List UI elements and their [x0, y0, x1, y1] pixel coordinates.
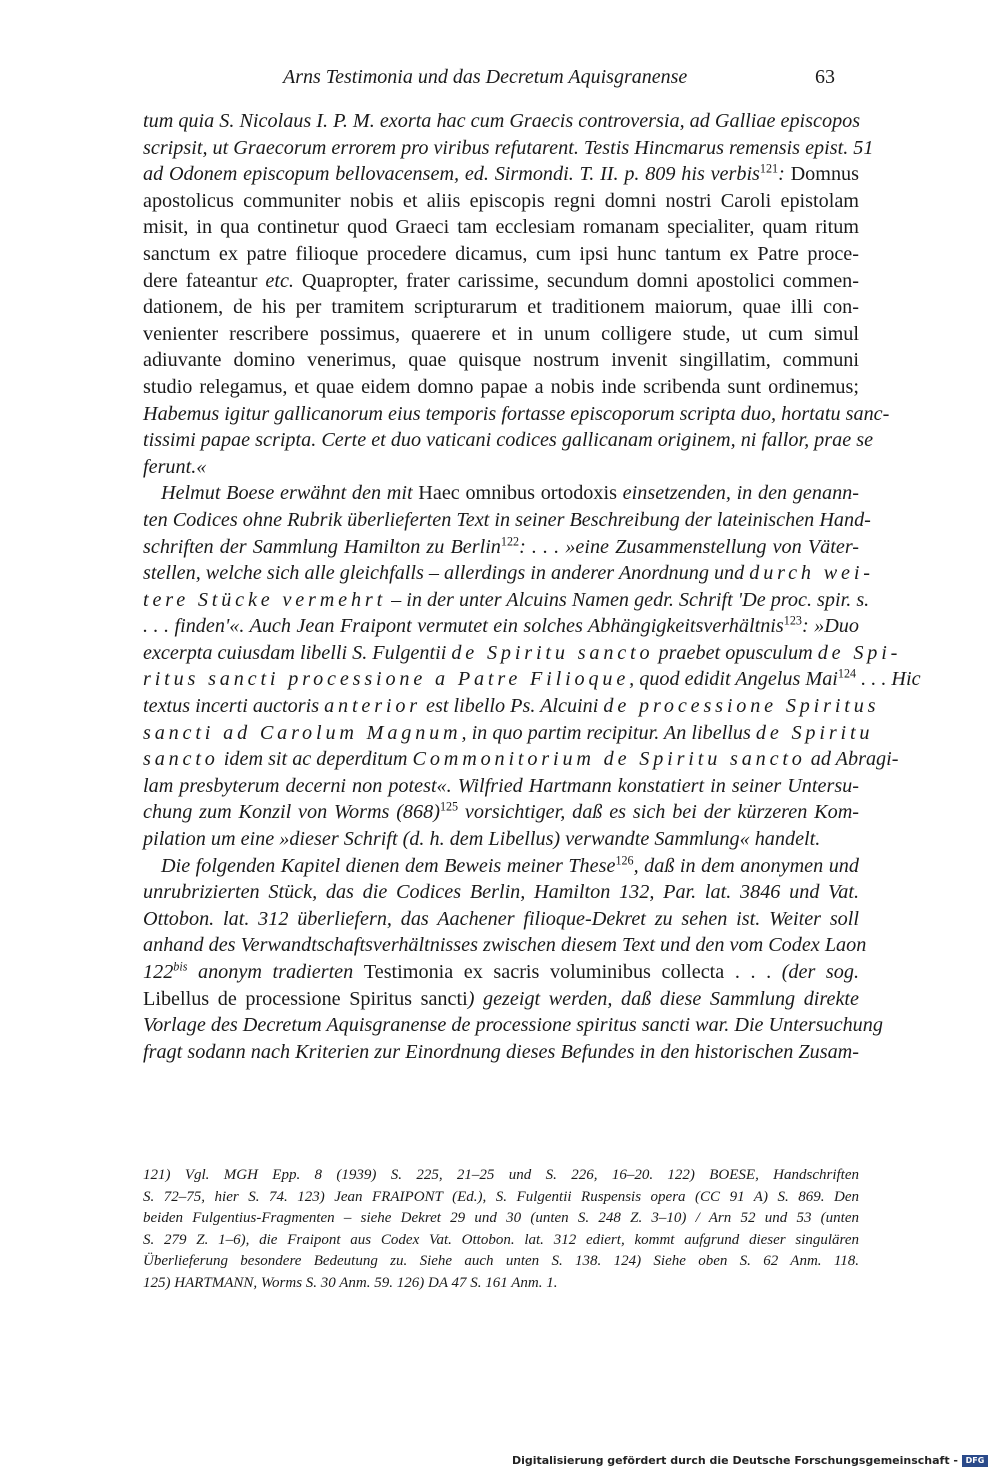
text-span: Commonitorium de Spiritu sancto: [412, 748, 806, 771]
text-span: durch wei-: [749, 562, 874, 585]
text-line: [143, 587, 870, 614]
footnote-line: beiden Fulgentius-Fragmenten – siehe Dekret 29 und 30 (unten S. 248 Z. 3–10) / Arn 52 und 53 (unten: [143, 1210, 859, 1226]
text-line: [143, 135, 874, 162]
text-span: ferunt.«: [143, 455, 207, 478]
text-span: ritus sancti processione a Patre Filioque: [143, 668, 630, 691]
text-line: [143, 108, 859, 135]
text-line: [143, 401, 890, 428]
footnote-line: S. 279 Z. 1–6), die Fraipont aus Codex Vat. Ottobon. lat. 312 ediert, kommt aufgrund dieser singulären: [143, 1231, 859, 1248]
text-span: pilation um eine »dieser Schrift (d. h. dem Libellus) verwandte Sammlung« handelt.: [143, 828, 821, 851]
text-span: est libello Ps. Alcuini: [421, 695, 604, 718]
text-line: [143, 294, 859, 321]
body-text: [143, 108, 921, 1065]
text-line: [143, 640, 902, 667]
text-span: chung zum Konzil von Worms (868): [143, 801, 440, 824]
footnote-marker: 125: [439, 800, 459, 815]
text-span: 122: [143, 961, 174, 983]
text-line: [143, 853, 859, 880]
text-span: ad Odonem episcopum bellovacensem, ed. Sirmondi. T. II. p. 809 his verbis: [143, 163, 760, 186]
text-span: etc.: [265, 269, 294, 292]
text-span: ad Abragi-: [805, 748, 899, 771]
footnote-line: S. 72–75, hier S. 74. 123) Jean FRAIPONT (Ed.), S. Fulgentii Ruspensis opera (CC 91 A) S. 869. Den: [143, 1188, 859, 1205]
text-span: misit, in qua continetur quod Graeci tam ecclesiam romanam specialiter, quam ritum: [143, 216, 859, 239]
text-line: [143, 906, 859, 933]
text-line: [143, 560, 874, 587]
text-span: anonym tradierten: [187, 961, 364, 983]
text-line: [143, 1012, 883, 1039]
text-span: Testimonia ex sacris voluminibus collecta . . .: [363, 961, 772, 983]
text-span: Vorlage des Decretum Aquisgranense de processione spiritus sancti war. Die Untersuchung: [143, 1014, 883, 1037]
text-span: dere fateantur: [143, 269, 266, 292]
text-span: . . . Hic: [856, 668, 921, 691]
text-line: [143, 454, 859, 481]
text-line: [143, 161, 859, 188]
text-span: ) gezeigt werden, daß diese Sammlung direkte: [467, 987, 859, 1010]
footnote-line: Überlieferung besondere Bedeutung zu. Siehe auch unten S. 138. 124) Siehe oben S. 62 Anm. 118.: [143, 1253, 859, 1269]
text-span: tum quia S. Nicolaus I. P. M. exorta hac cum Graecis controversia, ad Galliae episcopos: [143, 110, 861, 132]
dfg-logo: DFG: [962, 1455, 988, 1467]
text-span: tere Stücke vermehrt: [143, 588, 387, 611]
text-line: [143, 826, 859, 853]
text-line: [143, 427, 874, 454]
text-span: Quapropter, frater carissime, secundum domni apostolici commen-: [293, 269, 859, 292]
footnote-marker: 124: [837, 667, 857, 682]
footnote-marker: 121: [759, 161, 779, 176]
text-span: ten Codices ohne Rubrik überlieferten Text in seiner Beschreibung der lateinischen Hand-: [143, 508, 871, 531]
text-span: schriften der Sammlung Hamilton zu Berlin: [143, 535, 501, 558]
text-span: sanctum ex patre filioque procedere dicamus, cum ipsi hunc tantum ex Patre proce-: [143, 242, 859, 265]
text-span: , daß in dem anonymen und: [633, 854, 859, 877]
digitization-footer: [512, 1454, 988, 1467]
text-line: [143, 214, 859, 241]
text-span: dationem, de his per tramitem scripturarum et traditionem maiorum, quae illi con-: [143, 296, 859, 319]
text-line: [143, 746, 899, 773]
text-span: scripsit, ut Graecorum errorem pro viribus refutarent. Testis Hincmarus remensis epist. 51: [143, 136, 874, 159]
running-header-title: Arns Testimonia und das Decretum Aquisgranense: [283, 66, 688, 88]
text-span: : . . . »eine Zusammenstellung von Väter-: [519, 535, 859, 558]
superscript: bis: [173, 959, 188, 974]
page-number: 63: [815, 66, 835, 88]
text-span: – in der unter Alcuins Namen gedr. Schrift 'De proc. spir. s.: [386, 588, 870, 611]
text-span: Ottobon. lat. 312 überliefern, das Aachener filioque-Dekret zu sehen ist. Weiter soll: [143, 907, 859, 930]
text-span: sancti ad Carolum Magnum: [143, 721, 462, 744]
text-line: [143, 986, 859, 1013]
text-line: [143, 507, 871, 534]
text-span: apostolicus communiter nobis et aliis episcopis regni domni nostri Caroli epistolam: [143, 189, 859, 212]
text-line: [143, 666, 921, 693]
text-span: (der sog.: [771, 961, 859, 983]
text-line: [143, 188, 859, 215]
footer-text: Digitalisierung gefördert durch die Deutsche Forschungsgemeinschaft -: [511, 1454, 958, 1467]
text-span: anhand des Verwandtschaftsverhältnisses zwischen diesem Text und den vom Codex Laon: [143, 934, 867, 957]
text-line: [143, 959, 859, 986]
footnote-marker: 123: [783, 614, 802, 629]
text-span: praebet opusculum: [653, 641, 818, 664]
text-span: de Spi-: [817, 641, 902, 664]
text-span: Domnus: [790, 163, 859, 186]
text-span: , in quo partim recipitur. An libellus: [461, 721, 756, 744]
text-span: tissimi papae scripta. Certe et duo vaticani codices gallicanam originem, ni fallor, prae se: [143, 429, 874, 452]
text-span: unrubrizierten Stück, das die Codices Berlin, Hamilton 132, Par. lat. 3846 und Vat.: [143, 881, 859, 904]
text-span: de Spiritu: [755, 721, 874, 744]
text-span: de Spiritu sancto: [451, 641, 654, 664]
text-span: Libellus de processione Spiritus sancti: [143, 987, 468, 1010]
text-line: [143, 799, 859, 826]
text-span: venienter rescribere possimus, quaerere et in unum colligere stude, ut cum simul: [143, 322, 859, 345]
text-span: Die folgenden Kapitel dienen dem Beweis meiner These: [161, 854, 616, 877]
text-span: Haec omnibus ortodoxis: [418, 482, 617, 505]
text-span: . . . finden'«. Auch Jean Fraipont vermutet ein solches Abhängigkeitsverhältnis: [143, 615, 784, 638]
text-line: [143, 534, 859, 561]
text-span: , quod edidit Angelus Mai: [629, 668, 838, 691]
text-span: Helmut Boese erwähnt den mit: [161, 482, 419, 505]
text-span: studio relegamus, et quae eidem domno papae a nobis inde scribenda sunt ordinemus;: [143, 375, 859, 398]
text-span: excerpta cuiusdam libelli S. Fulgentii: [143, 641, 452, 664]
text-span: adiuvante domino venerimus, quae quisque nostrum invenit singillatim, communi: [143, 349, 859, 372]
text-line: [143, 720, 874, 747]
text-span: : »Duo: [801, 615, 859, 638]
text-span: anterior: [324, 695, 421, 718]
footnote-line: 125) HARTMANN, Worms S. 30 Anm. 59. 126) DA 47 S. 161 Anm. 1.: [143, 1274, 558, 1291]
footnote-line: 121) Vgl. MGH Epp. 8 (1939) S. 225, 21–25 und S. 226, 16–20. 122) BOESE, Handschriften: [143, 1167, 859, 1183]
text-span: einsetzenden, in den genann-: [616, 482, 859, 505]
text-span: :: [778, 163, 791, 186]
text-span: fragt sodann nach Kriterien zur Einordnung dieses Befundes in den historischen Zusam-: [143, 1040, 859, 1063]
text-line: [143, 347, 859, 374]
text-line: [143, 613, 859, 640]
text-line: [143, 693, 880, 720]
text-line: [143, 773, 859, 800]
text-line: [143, 268, 859, 295]
text-span: vorsichtiger, daß es sich bei der kürzeren Kom-: [458, 801, 859, 824]
footnote-marker: 122: [500, 534, 520, 549]
text-span: de processione Spiritus: [603, 695, 880, 718]
text-line: [143, 321, 859, 348]
text-span: sancto: [143, 748, 219, 771]
text-span: lam presbyterum decerni non potest«. Wilfried Hartmann konstatiert in seiner Untersu-: [143, 774, 859, 797]
text-line: [143, 374, 859, 401]
footnotes: [143, 1165, 859, 1294]
text-line: [143, 1039, 859, 1066]
text-line: [143, 480, 859, 507]
text-span: stellen, welche sich alle gleichfalls – allerdings in anderer Anordnung und: [143, 562, 750, 585]
text-span: textus incerti auctoris: [143, 695, 325, 718]
text-line: [143, 932, 867, 959]
text-line: [143, 241, 859, 268]
text-line: [143, 879, 859, 906]
footnote-marker: 126: [615, 853, 634, 868]
text-span: idem sit ac deperditum: [218, 748, 413, 771]
text-span: Habemus igitur gallicanorum eius temporis fortasse episcoporum scripta duo, hortatu sanc-: [143, 402, 890, 425]
